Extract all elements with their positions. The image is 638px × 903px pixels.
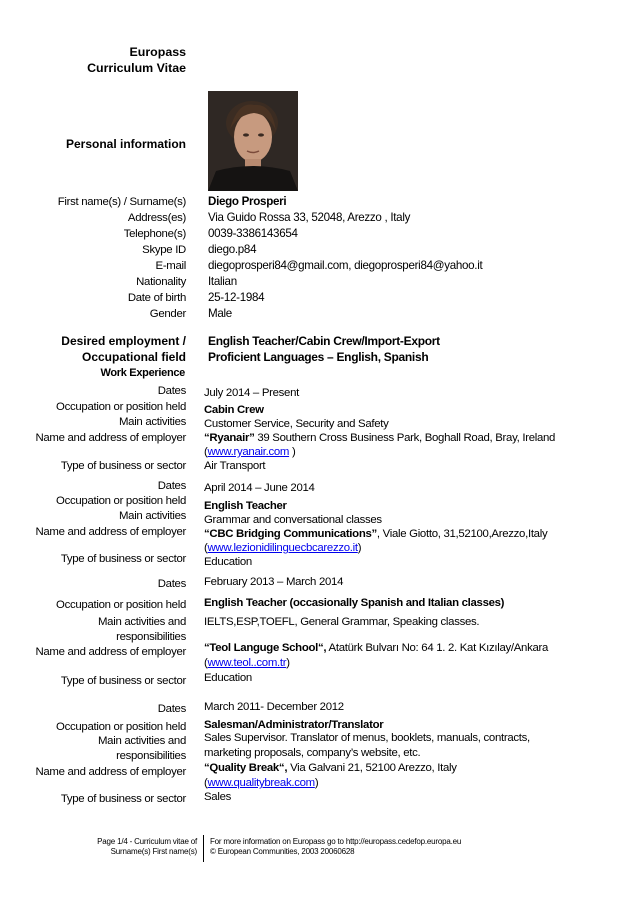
job3-employer-label: Name and address of employer bbox=[35, 646, 186, 658]
job4-dates-label: Dates bbox=[157, 703, 186, 715]
label-dob: Date of birth bbox=[127, 292, 186, 304]
job1-occupation-label: Occupation or position held bbox=[56, 401, 186, 413]
job3-occupation: English Teacher (occasionally Spanish and Italian classes) bbox=[204, 597, 505, 609]
job1-employer bbox=[204, 431, 555, 445]
label-telephone: Telephone(s) bbox=[123, 228, 186, 240]
job2-link-open: ( bbox=[204, 542, 208, 554]
job3-responsibilities-label: responsibilities bbox=[116, 631, 186, 643]
job3-link-close: ) bbox=[286, 657, 290, 669]
label-email: E-mail bbox=[155, 260, 186, 272]
job4-employer-label: Name and address of employer bbox=[35, 766, 186, 778]
job1-website bbox=[204, 445, 295, 459]
job4-link-close: ) bbox=[314, 777, 319, 789]
value-skype: diego.p84 bbox=[208, 243, 257, 256]
job1-employer-address: 39 Southern Cross Business Park, Boghall Road, Bray, Ireland bbox=[254, 432, 556, 444]
occupational-field-label: Occupational field bbox=[81, 350, 186, 364]
job3-business: Education bbox=[204, 672, 252, 684]
job2-website-link[interactable]: www.lezionidilinguecbcarezzo.it bbox=[207, 542, 358, 554]
job3-activities: IELTS,ESP,TOEFL, General Grammar, Speaking classes. bbox=[204, 616, 480, 628]
job4-employer-address: Via Galvani 21, 52100 Arezzo, Italy bbox=[287, 762, 457, 774]
label-name: First name(s) / Surname(s) bbox=[57, 196, 186, 208]
job4-responsibilities-label: responsibilities bbox=[116, 750, 186, 762]
job3-link-open: ( bbox=[204, 657, 208, 669]
job1-business-label: Type of business or sector bbox=[60, 460, 186, 472]
job3-business-label: Type of business or sector bbox=[60, 675, 186, 687]
profile-photo bbox=[208, 91, 298, 191]
label-nationality: Nationality bbox=[136, 276, 186, 288]
value-email: diegoprosperi84@gmail.com, diegoprosperi84@yahoo.it bbox=[208, 259, 483, 272]
job4-business-label: Type of business or sector bbox=[60, 793, 186, 805]
footer-page-info: Page 1/4 - Curriculum vitae of bbox=[97, 837, 197, 846]
job4-activities-2: marketing proposals, company’s website, etc. bbox=[204, 747, 421, 759]
job4-employer-name: “Quality Break“, bbox=[204, 762, 288, 774]
job2-dates-label: Dates bbox=[157, 480, 186, 492]
job3-website bbox=[204, 656, 290, 670]
value-nationality: Italian bbox=[208, 275, 237, 288]
job2-website bbox=[204, 541, 361, 555]
desired-employment-value: English Teacher/Cabin Crew/Import-Export bbox=[208, 334, 440, 348]
value-dob: 25-12-1984 bbox=[208, 291, 265, 304]
job4-employer bbox=[204, 761, 457, 775]
job1-employer-label: Name and address of employer bbox=[35, 432, 186, 444]
job2-business-label: Type of business or sector bbox=[60, 553, 186, 565]
job4-occupation: Salesman/Administrator/Translator bbox=[204, 719, 384, 731]
job2-dates: April 2014 – June 2014 bbox=[204, 482, 315, 494]
job3-website-link[interactable]: www.teol..com.tr bbox=[207, 657, 287, 669]
job1-dates: July 2014 – Present bbox=[204, 387, 299, 399]
job3-dates-label: Dates bbox=[157, 578, 186, 590]
value-name: Diego Prosperi bbox=[208, 195, 287, 208]
footer-copyright: © European Communities, 2003 20060628 bbox=[210, 847, 355, 856]
job2-employer-label: Name and address of employer bbox=[35, 526, 186, 538]
job4-link-open: ( bbox=[204, 777, 208, 789]
job2-occupation: English Teacher bbox=[204, 500, 287, 512]
job4-activities-label: Main activities and bbox=[97, 735, 186, 747]
footer-europass-info: For more information on Europass go to http://europass.cedefop.europa.eu bbox=[210, 837, 462, 846]
job4-dates: March 2011- December 2012 bbox=[204, 701, 344, 713]
footer-divider bbox=[203, 835, 204, 862]
job3-dates: February 2013 – March 2014 bbox=[204, 576, 344, 588]
job2-activities-label: Main activities bbox=[118, 510, 186, 522]
job3-activities-label: Main activities and bbox=[97, 616, 186, 628]
value-gender: Male bbox=[208, 307, 232, 320]
job4-occupation-label: Occupation or position held bbox=[56, 721, 186, 733]
job2-employer-name: “CBC Bridging Communications” bbox=[204, 528, 377, 540]
footer-name-placeholder: Surname(s) First name(s) bbox=[110, 847, 197, 856]
curriculum-vitae-title: Curriculum Vitae bbox=[87, 61, 186, 75]
job2-employer bbox=[204, 527, 547, 541]
personal-information-heading: Personal information bbox=[65, 137, 186, 151]
job4-website bbox=[204, 776, 318, 790]
europass-title: Europass bbox=[129, 45, 186, 59]
job3-employer-address: Atatürk Bulvarı No: 64 1. 2. Kat Kızılay/Ankara bbox=[326, 642, 549, 654]
job1-employer-name: “Ryanair” bbox=[204, 432, 255, 444]
job1-dates-label: Dates bbox=[157, 385, 186, 397]
job2-employer-address: , Viale Giotto, 31,52100,Arezzo,Italy bbox=[376, 528, 548, 540]
label-gender: Gender bbox=[149, 308, 186, 320]
job2-business: Education bbox=[204, 556, 252, 568]
value-address: Via Guido Rossa 33, 52048, Arezzo , Italy bbox=[208, 211, 411, 224]
job1-link-close: ) bbox=[289, 446, 296, 458]
proficient-languages-value: Proficient Languages – English, Spanish bbox=[208, 350, 429, 364]
job2-activities: Grammar and conversational classes bbox=[204, 514, 382, 526]
job2-occupation-label: Occupation or position held bbox=[56, 495, 186, 507]
desired-employment-label: Desired employment / bbox=[61, 334, 186, 348]
work-experience-heading: Work Experience bbox=[100, 367, 185, 379]
job1-activities-label: Main activities bbox=[118, 416, 186, 428]
label-skype: Skype ID bbox=[142, 244, 186, 256]
job1-link-open: ( bbox=[204, 446, 208, 458]
job4-business: Sales bbox=[204, 791, 231, 803]
value-telephone: 0039-3386143654 bbox=[208, 227, 298, 240]
job3-occupation-label: Occupation or position held bbox=[56, 599, 186, 611]
job3-employer bbox=[204, 641, 548, 655]
job1-business: Air Transport bbox=[204, 460, 266, 472]
job4-activities-1: Sales Supervisor. Translator of menus, booklets, manuals, contracts, bbox=[204, 732, 530, 744]
job2-link-close: ) bbox=[357, 542, 362, 554]
job4-website-link[interactable]: www.qualitybreak.com bbox=[207, 777, 315, 789]
job3-employer-name: “Teol Languge School“, bbox=[204, 642, 327, 654]
job1-occupation: Cabin Crew bbox=[204, 404, 264, 416]
job1-activities: Customer Service, Security and Safety bbox=[204, 418, 389, 430]
job1-website-link[interactable]: www.ryanair.com bbox=[207, 446, 290, 458]
label-address: Address(es) bbox=[127, 212, 186, 224]
